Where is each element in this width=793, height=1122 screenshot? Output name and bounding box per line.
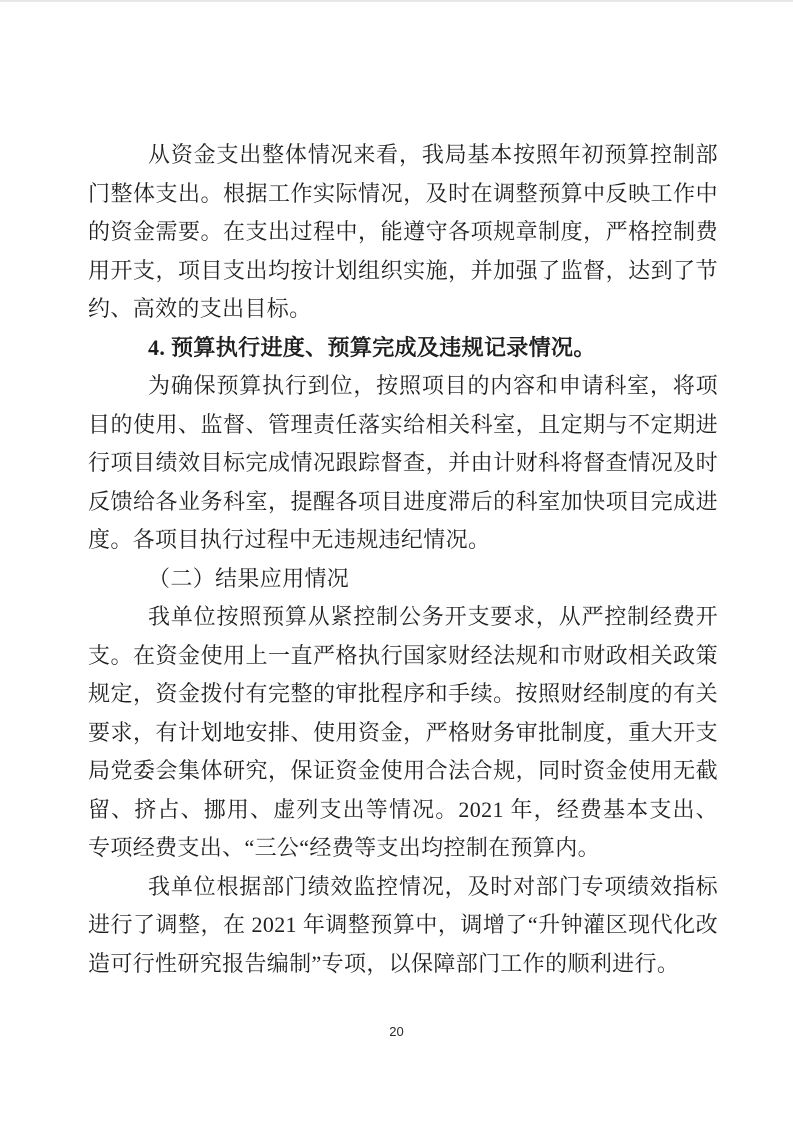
- document-body: [88, 136, 718, 983]
- paragraph-budget-execution-detail: 为确保预算执行到位，按照项目的内容和申请科室，将项目的使用、监督、管理责任落实给相关科室，且定期与不定期进行项目绩效目标完成情况跟踪督查，并由计财科将督查情况及时反馈给各业务科室，提醒各项目进度滞后的科室加快项目完成进度。各项目执行过程中无违规违纪情况。: [88, 373, 718, 552]
- paragraph-spending-overview: 从资金支出整体情况来看，我局基本按照年初预算控制部门整体支出。根据工作实际情况，及时在调整预算中反映工作中的资金需要。在支出过程中，能遵守各项规章制度，严格控制费用开支，项目支出均按计划组织实施，并加强了监督，达到了节约、高效的支出目标。: [88, 142, 718, 321]
- paragraph-performance-indicator-adjustment: 我单位根据部门绩效监控情况，及时对部门专项绩效指标进行了调整，在 2021 年调整预算中，调增了“升钟灌区现代化改造可行性研究报告编制”专项，以保障部门工作的顺利进行。: [88, 873, 718, 976]
- page-number: 20: [389, 1024, 404, 1039]
- paragraph-expense-control: 我单位按照预算从紧控制公务开支要求，从严控制经费开支。在资金使用上一直严格执行国家财经法规和市财政相关政策规定，资金拨付有完整的审批程序和手续。按照财经制度的有关要求，有计划地安排、使用资金，严格财务审批制度，重大开支局党委会集体研究，保证资金使用合法合规，同时资金使用无截留、挤占、挪用、虚列支出等情况。2021 年，经费基本支出、专项经费支出、“三公“经费等支出均控制在预算内。: [88, 604, 718, 860]
- heading-result-application: （二）结果应用情况: [148, 565, 350, 591]
- heading-budget-execution-progress: 4. 预算执行进度、预算完成及违规记录情况。: [148, 334, 596, 360]
